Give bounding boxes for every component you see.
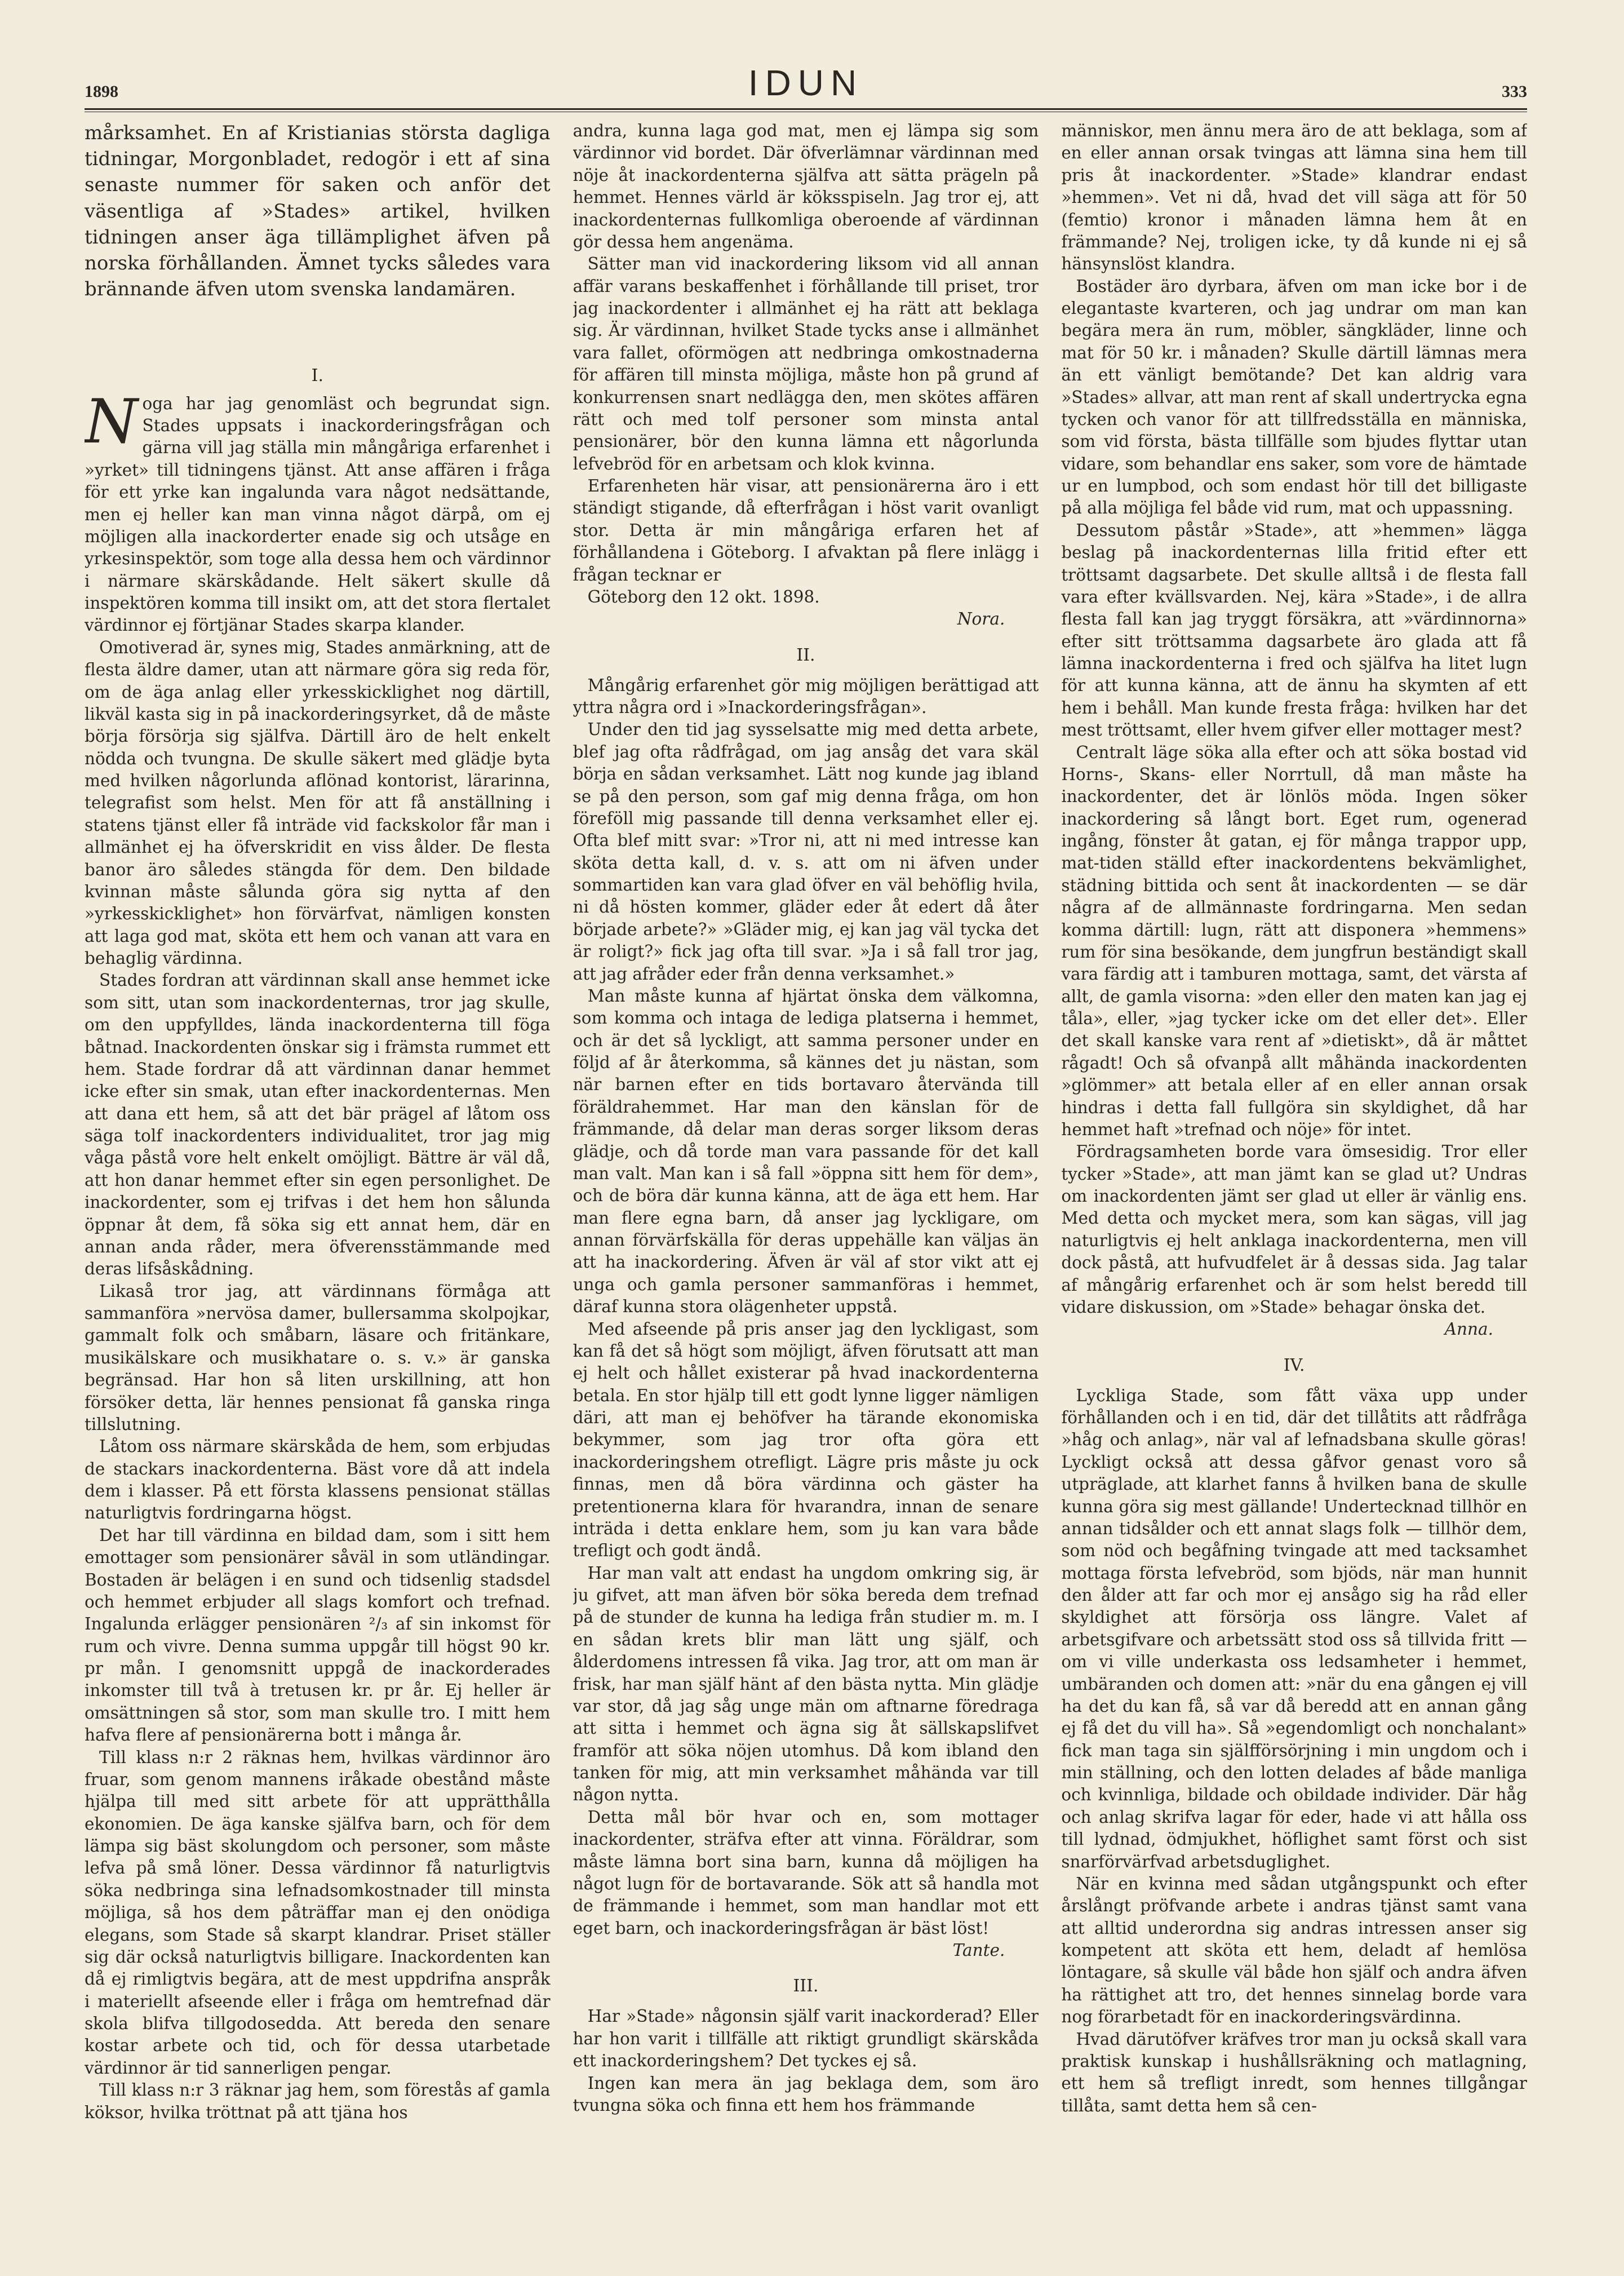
masthead	[85, 56, 1527, 107]
paragraph: Lyckliga Stade, som fått växa upp under förhållanden och i en tid, där det tillåtits att rådfråga »håg och anlag», när val af lefnadsbana skulle göras! Lyckligt också att dessa gåfvor genast voro så utpräglade, att klarhet fanns å hvilken bana de skulle kunna göra sig mest gällande! Undertecknad tillhör en annan tidsålder och ett annat slags folk — tillhör dem, som nöd och begåfning tvingade att med tacksamhet mottaga första lefvebröd, som bjöds, när man hunnit den ålder att far och mor ej ansågo sig ha råd eller skyldighet att försörja oss längre. Valet af arbetsgifvare och arbetssätt stod oss så tillvida fritt — om vi ville underkasta oss ledsamheter i hemmet, umbäranden och domen att: »när du ena gången ej vill ha det du kan få, så var då beredd att en annan gång ej få det du vill ha». Så »egendomligt och nonchalant» fick man taga sin själfförsörjning i min ungdom och i min ställning, och den lotten delades af både manliga och kvinnliga, bildade och obildade individer. Där håg och anlag skrifva lagar för eder, hade vi att hålla oss till lydnad, ödmjukhet, höflighet samt först och sist snarförvärfvad arbetsduglighet.	[1061, 1385, 1527, 1871]
paragraph: Sätter man vid inackordering liksom vid all annan affär varans beskaffenhet i förhållande till priset, tror jag inackordenter i allmänhet ej ha rätt att beklaga sig. Är värdinnan, hvilket Stade tycks anse i allmänhet vara fallet, oförmögen att nedbringa omkostnaderna för affären till minsta möjliga, måste hon på grund af konkurrensen snart nedlägga den, men skötes affären rätt och med tolf personer som minsta antal pensionärer, bör den kunna lämna ett någorlunda lefvebröd för en arbetsam och klok kvinna.	[573, 254, 1039, 473]
paragraph: Centralt läge söka alla efter och att söka bostad vid Horns-, Skans- eller Norrtull, då man måste ha inackordenter, det är lönlös möda. Ingen söker inackordering så långt bort. Eget rum, ogenerad ingång, fönster åt gatan, ej för många trappor upp, mat-tiden ställd efter inackordentens bekvämlighet, städning bittida och sent åt inackordenten — se där några af de allmännaste fordringarna. Men sedan komma därtill: lugn, rätt att disponera »hemmens» rum för sina besökande, dem jungfrun beständigt skall vara färdig att i tamburen mottaga, samt, det värsta af allt, de gamla visorna: »den eller den maten kan jag ej tåla», eller, »jag tycker icke om det eller det». Eller det skall kanske vara rent af »dietiskt», då är måttet rågadt! Och så ofvanpå allt måhända inackordenten »glömmer» att betala eller af en eller annan orsak hindras i detta fall fullgöra sin skyldighet, då har hemmet haft »trefnad och nöje» för intet.	[1061, 742, 1527, 1139]
paragraph: Stades fordran att värdinnan skall anse hemmet icke som sitt, utan som inackordenternas, tror jag skulle, om den uppfylldes, lända inackordenterna till föga båtnad. Inackordenten önskar sig i främsta rummet ett hem. Stade fordrar då att värdinnan danar hemmet icke efter sin smak, utan efter inackordenternas. Men att dana ett hem, så att det bär prägel af låtom oss säga tolf inackordenters individualitet, tror jag mig våga påstå vore helt enkelt omöjligt. Bättre är väl då, att hon danar hemmet efter sin egen personlighet. De inackordenter, som ej trifvas i det hem hon sålunda öppnar åt dem, få söka sig ett annat hem, där en annan anda råder, mera öfverensstämmande med deras lifsåskådning.	[85, 971, 551, 1279]
paragraph: Fördragsamheten borde vara ömsesidig. Tror eller tycker »Stade», att man jämt kan se glad ut? Undras om inackordenten jämt ser glad ut eller är vänlig ens. Med detta och mycket mera, som kan sägas, vill jag naturligtvis ej helt anklaga inackordenterna, men vill dock påstå, att hufvudfelet är å dessas sida. Jag talar af mångårig erfarenhet och är som helst beredd till vidare diskussion, om »Stade» behagar önska det.	[1061, 1142, 1527, 1317]
intro-paragraph: mårksamhet. En af Kristianias största dagliga tidningar, Morgonbladet, redogör i ett af sina senaste nummer för saken och anför det väsentliga af »Stades» artikel, hvilken tidningen anser äga tillämplighet äfven på norska förhållanden. Ämnet tycks således vara brännande äfven utom svenska landamären.	[85, 122, 551, 301]
paragraph: Till klass n:r 2 räknas hem, hvilkas värdinnor äro fruar, som genom mannens iråkade obestånd måste hjälpa till med sitt arbete för att upprätthålla ekonomien. De äga kanske själfva barn, och för dem lämpa sig bäst skolungdom och personer, som måste lefva på små löner. Dessa värdinnor få naturligtvis söka nedbringa sina lefnadsomkostnader till minsta möjliga, så hos dem påträffar man ej den onödiga elegans, som Stade så skarpt klandrar. Priset ställer sig där också naturligtvis billigare. Inackordenten kan då ej rimligtvis begära, att de mest uppdrifna anspråk i materiellt afseende eller i fråga om hemtrefnad där skola blifva tillgodosedda. Att bereda den senare kostar arbete och tid, och för dessa utarbetade värdinnor är tid sannerligen pengar.	[85, 1747, 551, 2078]
paragraph: Erfarenheten här visar, att pensionärerna äro i ett ständigt stigande, då efterfrågan i höst varit ovanligt stor. Detta är min mångåriga erfaren het af förhållandena i Göteborg. I afvaktan på flere inlägg i frågan tecknar er	[573, 476, 1039, 585]
paragraph: Till klass n:r 3 räknar jag hem, som förestås af gamla köksor, hvilka tröttnat på att tjäna hos	[85, 2080, 551, 2122]
page-number: 333	[1502, 82, 1527, 101]
section-heading-4: IV.	[1283, 1355, 1305, 1375]
section-heading-2: II.	[796, 645, 815, 665]
signature-nora: Nora.	[957, 609, 1005, 629]
section-heading-1: I.	[311, 365, 324, 386]
column-3	[1061, 120, 1527, 2217]
paragraph: Omotiverad är, synes mig, Stades anmärkning, att de flesta äldre damer, utan att närmare göra sig reda för, om de äga anlag eller yrkesskicklighet nog därtill, likväl kasta sig in på inackorderingsyrket, då de måste börja försörja sig själfva. Därtill äro de helt enkelt nödda och tvungna. De skulle säkert med glädje byta med hvilken någorlunda aflönad kontorist, lärarinna, telegrafist som helst. Men för att få anställning i statens tjänst eller få inträde vid fackskolor får man i allmänhet ej ha öfverskridit en viss ålder. De flesta banor äro således stängda för dem. Den bildade kvinnan måste sålunda göra sig nytta af den »yrkesskicklighet» hon förvärfvat, nämligen konsten att laga god mat, sköta ett hem och vanan att vara en behaglig värdinna.	[85, 637, 551, 968]
signature-anna: Anna.	[1444, 1319, 1493, 1339]
paragraph: Med afseende på pris anser jag den lyckligast, som kan få det så högt som möjligt, äfven förutsatt att man ej helt och hållet existerar på hvad inackordenterna betala. En stor hjälp till ett godt lynne ligger nämligen däri, att man ej behöfver ha tärande ekonomiska bekymmer, som jag tror ofta göra ett inackorderingshem otrefligt. Lägre pris måste ju ock finnas, men då böra värdinna och gäster ha pretentionerna klara för hvarandra, innan de senare inträda i detta enklare hem, som ju kan vara både trefligt och godt ändå.	[573, 1319, 1039, 1561]
column-2	[573, 120, 1039, 2217]
newspaper-page	[85, 56, 1527, 2243]
paragraph	[85, 386, 551, 637]
paragraph: Har »Stade» någonsin själf varit inackorderad? Eller har hon varit i tillfälle att riktigt grundligt skärskåda ett inackorderingshem? Det tyckes ej så.	[573, 2007, 1039, 2071]
paragraph: Bostäder äro dyrbara, äfven om man icke bor i de elegantaste kvarteren, och jag undrar om man kan begära mera än rum, möbler, sängkläder, linne och mat för 50 kr. i månaden? Skulle därtill lämnas mera än ett vänligt bemötande? Det kan aldrig vara »Stades» allvar, att man rent af skall undertrycka egna tycken och vanor för att tillfredsställa en människa, som vid första, bästa tillfälle som bjudes flyttar utan vidare, som behandlar ens saker, som vore de hämtade ur en lumpbod, och som endast hör till det billigaste på alla möjliga fel både vid rum, mat och uppassning.	[1061, 276, 1527, 518]
signature-tante: Tante.	[952, 1941, 1005, 1960]
paragraph: Hvad därutöfver kräfves tror man ju också skall vara praktisk kunskap i hushållsräkning och matlagning, ett hem så trefligt inredt, som hennes tillgångar tillåta, samt detta hem så cen-	[1061, 2029, 1527, 2115]
paragraph: Likaså tror jag, att värdinnans förmåga att sammanföra »nervösa damer, bullersamma skolpojkar, gammalt folk och småbarn, läsare och fritänkare, musikälskare och musikhatare o. s. v.» är ganska begränsad. Har hon så liten urskillning, att hon försöker detta, lär hennes pensionat få ganska ringa tillslutning.	[85, 1281, 551, 1434]
issue-year: 1898	[85, 82, 118, 101]
article-columns	[85, 120, 1527, 2217]
paragraph: Mångårig erfarenhet gör mig möjligen berättigad att yttra några ord i »Inackorderingsfrågan».	[573, 675, 1039, 718]
section-heading-3: III.	[793, 1976, 819, 1996]
drop-cap: N	[85, 386, 138, 457]
paragraph: Under den tid jag sysselsatte mig med detta arbete, blef jag ofta rådfrågad, om jag ansåg det vara skäl börja en sådan verksamhet. Lätt nog kunde jag ibland se på den person, som gaf mig denna fråga, om hon föreföll mig passande till denna verksamhet eller ej. Ofta blef mitt svar: »Tror ni, att ni med intresse kan sköta detta kall, d. v. s. att om ni äfven under sommartiden kan vara glad öfver en väl behöflig hvila, ni då hösten kommer, gläder eder åt edert då åter började arbete?» »Gläder mig, ej kan jag väl tycka det är roligt?» fick jag ofta till svar. »Ja i så fall tror jag, att jag afråder eder från denna verksamhet.»	[573, 720, 1039, 984]
column-1	[85, 120, 551, 2217]
paragraph: Man måste kunna af hjärtat önska dem välkomna, som komma och intaga de lediga platserna i hemmet, och är det så lyckligt, att samma personer under en följd af år återkomma, så kännes det ju nästan, som när barnen efter en tids bortavaro återvända till föräldrahemmet. Har man den känslan för de främmande, då delar man deras sorger liksom deras glädje, och då torde man vara passande för det kall man valt. Man kan i så fall »öppna sitt hem för dem», och de böra där kunna känna, att de äga ett hem. Har man flere egna barn, då anser jag lyckligare, om annan förvärfskälla för deras uppehälle kan väljas än att ha inackordering. Äfven är väl af stor vikt att ej unga och gamla personer sammanföras i hemmet, däraf kunna stora olägenheter uppstå.	[573, 986, 1039, 1317]
paragraph: Dessutom påstår »Stade», att »hemmen» lägga beslag på inackordenternas lilla fritid efter ett tröttsamt dagsarbete. Det skulle alltså i de flesta fall vara efter kvällsvarden. Nej, kära »Stade», i de allra flesta fall kan jag tryggt försäkra, att »värdinnorna» efter sitt tröttsamma dagsarbete äro glada att få lämna inackordenterna i fred och själfva ha litet lugn för att kunna känna, att de ännu ha skymten af ett hem i behåll. Man kunde fresta fråga: hvilken har det mest tröttsamt, eller hvem gifver eller mottager mest?	[1061, 520, 1527, 740]
paragraph: andra, kunna laga god mat, men ej lämpa sig som värdinnor vid bordet. Där öfverlämnar värdinnan med nöje åt inackordenterna själfva att sätta prägeln på hemmet. Hennes värld är köksspiseln. Jag tror ej, att inackordenternas fullkomliga oberoende af värdinnan gör dessa hem angenäma.	[573, 121, 1039, 251]
dateline: Göteborg den 12 okt. 1898.	[587, 587, 820, 606]
paragraph-text: oga har jag genomläst och begrundat sign. Stades uppsats i inackorderingsfrågan och gärna vill jag ställa min mångåriga erfarenhet i »yrket» till tidningens tjänst. Att anse affären i fråga för ett yrke kan ingalunda vara något nedsättande, men ej heller kan man vinna något därpå, om ej möjligen alla inackorderter enade sig och utsåge en yrkesinspektör, som toge alla dessa hem och värdinnor i närmare skärskådande. Helt säkert skulle då inspektören komma till insikt om, att det stora flertalet värdinnor ej förtjänar Stades skarpa klander.	[85, 393, 551, 635]
paragraph: Ingen kan mera än jag beklaga dem, som äro tvungna söka och finna ett hem hos främmande	[573, 2073, 1039, 2115]
paragraph: Detta mål bör hvar och en, som mottager inackordenter, sträfva efter att vinna. Föräldrar, som måste lämna bort sina barn, kunna då möjligen ha något lugn för de bortavarande. Sök att så handla mot de främmande i hemmet, som man handlar mot ett eget barn, och inackorderingsfrågan är bäst löst!	[573, 1807, 1039, 1938]
publication-title: IDUN	[748, 63, 864, 103]
paragraph: människor, men ännu mera äro de att beklaga, som af en eller annan orsak tvingas att lämna sina hem till pris åt inackordenter. »Stade» klandrar endast »hemmen». Vet ni då, hvad det vill säga att för 50 (femtio) kronor i månaden lämna hem åt en främmande? Nej, troligen icke, ty då kunde ni ej så hänsynslöst klandra.	[1061, 121, 1527, 274]
paragraph: Det har till värdinna en bildad dam, som i sitt hem emottager som pensionärer såväl in som utländingar. Bostaden är belägen i en sund och tidsenlig stadsdel och hemmet erbjuder all slags komfort och trefnad. Ingalunda erlägger pensionären ²/₃ af sin inkomst för rum och vivre. Denna summa uppgår till högst 90 kr. pr mån. I genomsnitt uppgå de inackorderades inkomster till två à tretusen kr. pr år. Ej heller är omsättningen så stor, som man skulle tro. I mitt hem hafva flere af pensionärerna bott i många år.	[85, 1525, 551, 1745]
paragraph: Låtom oss närmare skärskåda de hem, som erbjudas de stackars inackordenterna. Bäst vore då att indela dem i klasser. På ett första klassens pensionat ställas naturligtvis fordringarna högst.	[85, 1437, 551, 1523]
paragraph: När en kvinna med sådan utgångspunkt och efter årslångt pröfvande arbete i andras tjänst samt vana att alltid underordna sig andras intressen anser sig kompetent att sköta ett hem, deladt af hemlösa löntagare, så skulle väl både hon själf och andra äfven ha rättighet att tro, det hennes sinnelag borde vara nog förarbetadt för en inackorderingsvärdinna.	[1061, 1874, 1527, 2027]
header-rule	[85, 108, 1527, 110]
paragraph: Har man valt att endast ha ungdom omkring sig, är ju gifvet, att man äfven bör söka bereda dem trefnad på de stunder de kunna ha lediga från studier m. m. I en sådan krets blir man lätt ung själf, och ålderdomens intressen få vika. Jag tror, att om man är frisk, har man själf hänt af den bästa nytta. Min glädje var stor, då jag såg unge män om aftnarne föredraga att sitta i hemmet och ägna sig åt sällskapslifvet framför att söka nöjen utomhus. Då kom ibland den tanken för mig, att min verksamhet måhända var till någon nytta.	[573, 1563, 1039, 1805]
